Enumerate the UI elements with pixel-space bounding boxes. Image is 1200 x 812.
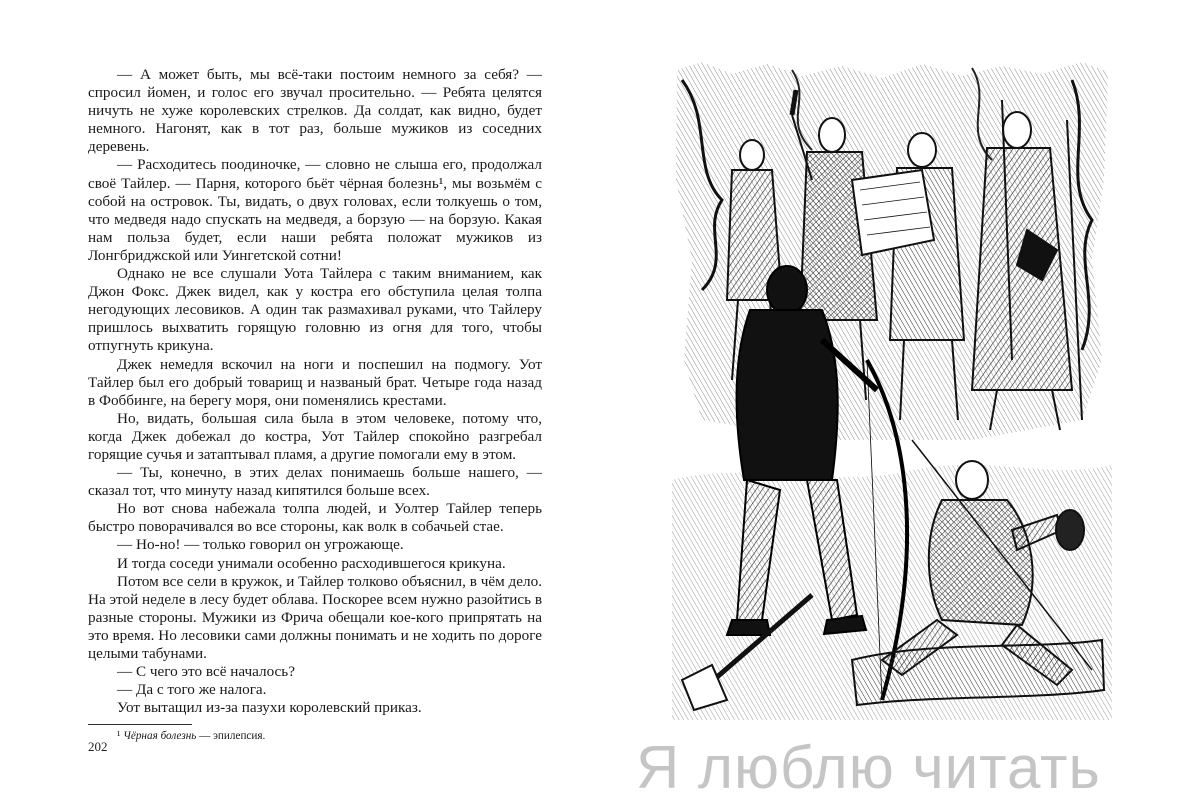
paragraph-12: — Да с того же налога. [117, 681, 267, 699]
paragraph-11: — С чего это всё началось? [117, 663, 295, 681]
text-page [88, 66, 542, 743]
paragraph-6: — Ты, конечно, в этих делах понимаешь больше нашего, — сказал тот, что минуту назад кипятился больше всех. [88, 464, 542, 500]
engraving-forest-outlaws-illustration [672, 60, 1112, 720]
paragraph-10: Потом все сели в кружок, и Тайлер толково объяснил, в чём дело. На этой неделе в лесу будет облава. Поскорее всем нужно разойтись в разные стороны. Мужики из Фрича обещали кое-кого припрятать на это время. Но лесовики сами должны понимать и не ходить по дороге целыми табунами. [88, 572, 542, 662]
paragraph-2: — Расходитесь поодиночке, — словно не слыша его, продолжал своё Тайлер. — Парня, которого бьёт чёрная болезнь¹, мы возьмём с собой на островок. Ты, видать, о двух головах, если толкуешь о том, что медведя надо спускать на медведя, а борзую — на борзую. Какая нам польза будет, если наши ребята положат мужиков из Лонгбриджской или Уингетской сотни! [88, 156, 542, 264]
watermark-text: Я люблю читать [636, 734, 1101, 801]
footnote-divider [88, 724, 192, 725]
paragraph-1: — А может быть, мы всё-таки постоим немного за себя? — спросил йомен, и голос его звучал просительно. — Ребята целятся ничуть не хуже королевских стрелков. Да солдат, как видно, будет немного. Нагонят, как в тот раз, больше мужиков из соседних деревень. [88, 66, 542, 156]
paragraph-13: Уот вытащил из-за пазухи королевский приказ. [117, 699, 422, 717]
footnote-definition: — эпилепсия. [196, 730, 266, 743]
page-number: 202 [88, 739, 108, 754]
paragraph-3: Однако не все слушали Уота Тайлера с таким вниманием, как Джон Фокс. Джек видел, как у костра его обступила целая толпа негодующих лесовиков. А один так размахивал руками, что Тайлеру пришлось выхватить горящую головню из огня для того, чтобы отпугнуть крикуна. [88, 265, 542, 355]
paragraph-5: Но, видать, большая сила была в этом человеке, потому что, когда Джек добежал до костра, Уот Тайлер спокойно разгребал горящие сучья и затаптывал пламя, а другие помогали ему в этом. [88, 409, 542, 463]
paragraph-7: Но вот снова набежала толпа людей, и Уолтер Тайлер теперь быстро поворачивался во все стороны, как волк в собачьей стае. [88, 500, 542, 536]
paragraph-8: — Но-но! — только говорил он угрожающе. [117, 536, 404, 554]
paragraph-9: И тогда соседи унимали особенно расходившегося крикуна. [117, 554, 506, 572]
footnote-term: Чёрная болезнь [123, 730, 197, 743]
illustration-art [672, 60, 1112, 720]
footnote-marker: ¹ [117, 730, 121, 743]
paragraph-4: Джек немедля вскочил на ноги и поспешил на подмогу. Уот Тайлер был его добрый товарищ и названый брат. Четыре года назад в Фоббинге, на берегу моря, они поменялись крестами. [88, 355, 542, 409]
footnote [88, 729, 542, 743]
